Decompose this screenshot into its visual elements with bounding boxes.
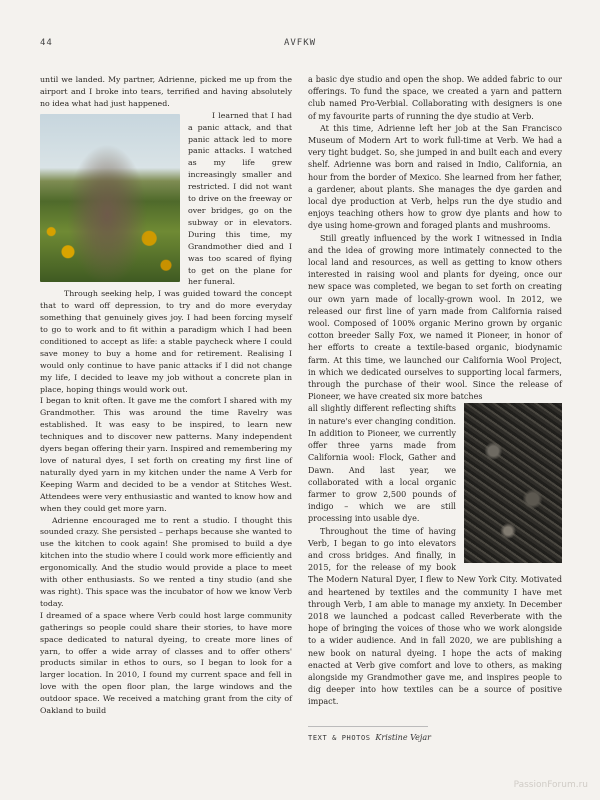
credit-divider xyxy=(308,726,428,727)
right-column xyxy=(308,74,562,709)
photo-credit xyxy=(308,733,431,742)
paragraph: I dreamed of a space where Verb could host large community gatherings so people could share their stories, to have more space dedicated to natural dyeing, to create more lines of yarn, to offer a wide array of classes and to offer others' products similar in ethos to ours, so I began to look for a larger location. In 2010, I found my current space and fell in love with the open floor plan, the large windows and the outdoor space. We received a matching grant from the city of Oakland to build xyxy=(40,610,292,716)
running-head: AVFKW xyxy=(283,38,317,48)
paragraph: I learned that I had a panic attack, and that panic attack led to more panic attacks. I watched as my life grew increasingly smaller and restricted. I did not want to drive on the freeway or over bridges, go on the subway or in elevators. During this time, my Grandmother died and I was too scared of flying to get on the plane for her funeral. xyxy=(188,110,292,287)
paragraph: all slightly different reflecting shifts in nature's ever changing condition. In addition to Pioneer, we currently offer three yarns made from California wool: Flock, Gather and Dawn. And last year, we collaborated with a local organic farmer to grow 2,500 pounds of indigo – which we are still processing into usable dye. xyxy=(308,404,456,524)
left-column xyxy=(40,74,292,717)
paragraph: Throughout the time of having Verb, I began to go into elevators and cross bridges. And finally, in 2015, for the release of my book The Modern Natural Dyer, I flew to New York City. Motivated and heartened by textiles and the community I have met through Verb, I am able to manage my anxiety. In December 2018 we launched a podcast called Reverberate with the hope of bringing the voices of those who we work alongside to a wider audience. And in fall 2020, we are publishing a new book on natural dyeing. I hope the acts of making enacted at Verb give comfort and love to others, as making alongside my Grandmother gave me, and inspires people to dig deeper into how textiles can be a source of positive impact. xyxy=(308,526,562,707)
page-number: 44 xyxy=(40,38,53,48)
paragraph: a basic dye studio and open the shop. We added fabric to our offerings. To fund the space, we created a yarn and pattern club named Pro-Verbial. Collaborating with designers is one of my favourite parts of running the dye studio at Verb. xyxy=(308,75,562,121)
paragraph: At this time, Adrienne left her job at the San Francisco Museum of Modern Art to work full-time at Verb. We had a very tight budget. So, she jumped in and built each and every shelf. Adrienne was born and raised in Indio, California, an hour from the border of Mexico. She learned from her father, a gardener, about plants. She manages the dye garden and local dye production at Verb, helps run the dye studio and enjoys teaching others how to grow dye plants and how to dye using home-grown and foraged plants and mushrooms. xyxy=(308,123,562,231)
couple-in-sunflower-field-photo xyxy=(40,114,180,282)
paragraph: Adrienne encouraged me to rent a studio. I thought this sounded crazy. She persisted – perhaps because she wanted to use the kitchen to cook again! She promised to build a dye kitchen into the studio where I could work more efficiently and ergonomically. And the studio would provide a place to meet with other enthusiasts. So we rented a tiny studio (and she was right). This space was the incubator of how we know Verb today. xyxy=(40,515,292,608)
dyed-fiber-closeup-photo xyxy=(464,403,562,563)
credit-label: TEXT & PHOTOS xyxy=(308,734,371,742)
paragraph: I began to knit often. It gave me the comfort I shared with my Grandmother. This was around the time Ravelry was established. It was easy to be inspired, to learn new techniques and to discover new patterns. Many independent dyers began offering their yarn. Inspired and remembering my love of natural dyes, I set forth on creating my first line of naturally dyed yarn in my kitchen under the name A Verb for Keeping Warm and decided to be a vendor at Stitches West. Attendees were very enthusiastic and wanted to know how and when they could get more yarn. xyxy=(40,396,292,513)
paragraph: until we landed. My partner, Adrienne, picked me up from the airport and I broke into tears, terrified and having absolutely no idea what had just happened. xyxy=(40,75,292,108)
credit-name: Kristine Vejar xyxy=(375,733,431,742)
paragraph: Still greatly influenced by the work I witnessed in India and the idea of growing more intimately connected to the local land and resources, as well as getting to know others interested in raising wool and plants for dyeing, once our new space was completed, we began to set forth on creating our own yarn made of locally-grown wool. In 2012, we released our first line of yarn made from California raised wool. Composed of 100% organic Merino grown by organic cotton breeder Sally Fox, we named it Pioneer, in honor of her efforts to create a textile-based organic, biodynamic farm. At this time, we launched our California Wool Project, in which we dedicated ourselves to supporting local farmers, through the purchase of their wool. Since the release of Pioneer, we have created six more batches xyxy=(308,233,562,402)
paragraph: Through seeking help, I was guided toward the concept that to ward off depression, to try and do more everyday something that genuinely gives joy. I had been forcing myself to go to work and to fit within a paradigm which I had been conditioned to accept as life: a stable paycheck where I could save money to buy a home and for retirement. Realising I would only continue to have panic attacks if I did not change my life, I decided to leave my job without a concrete plan in place, hoping things would work out. xyxy=(40,289,292,394)
watermark: PassionForum.ru xyxy=(513,780,588,790)
